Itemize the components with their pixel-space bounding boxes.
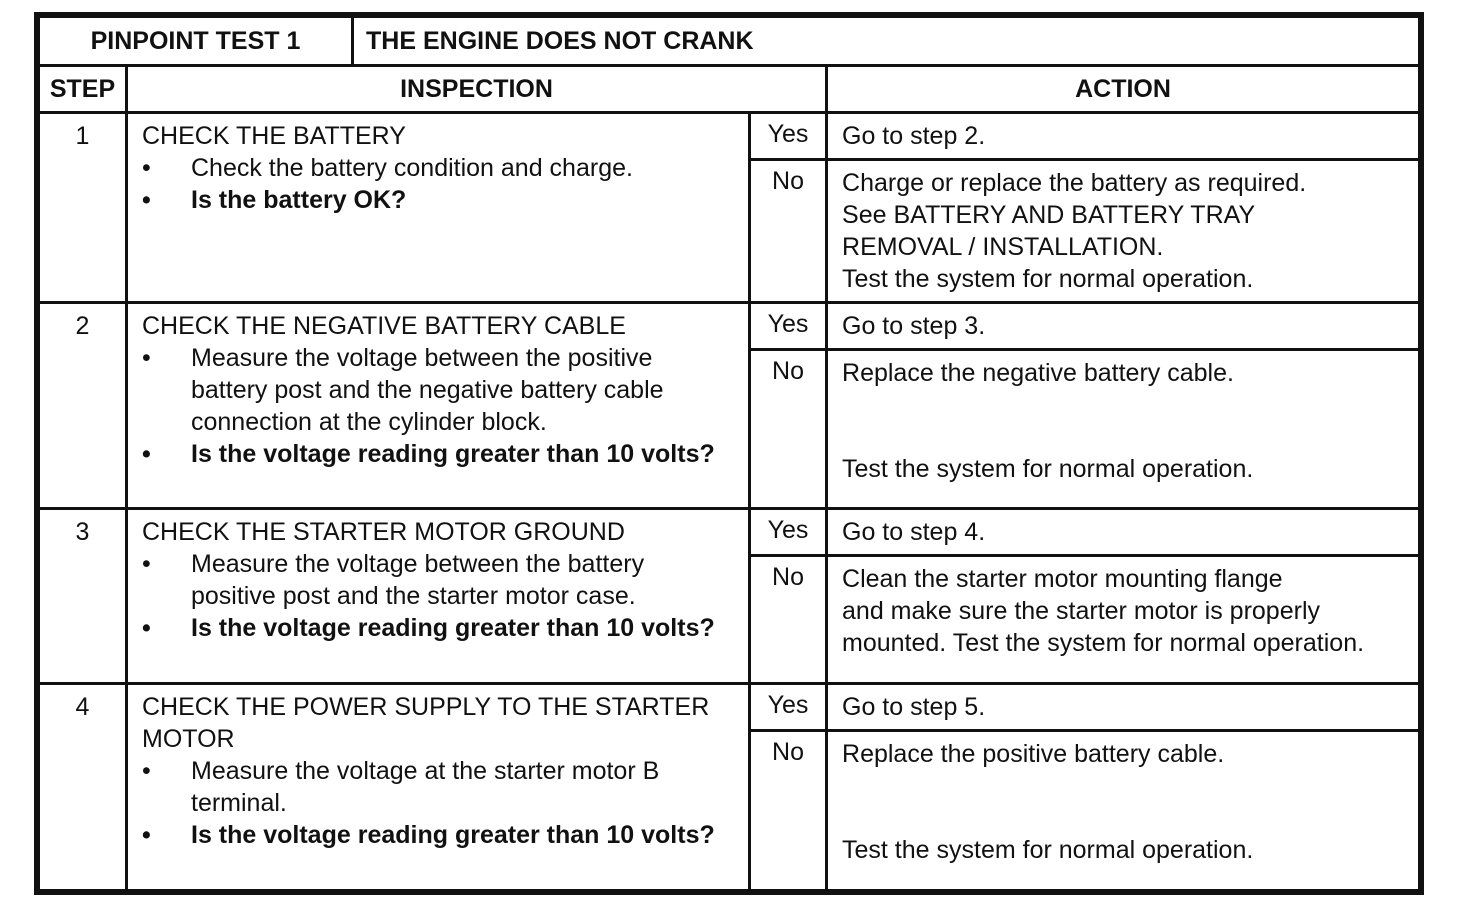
no-label: No — [750, 556, 827, 684]
yes-action: Go to step 2. — [827, 113, 1420, 160]
no-action-line: Clean the starter motor mounting flange — [842, 565, 1283, 593]
no-action — [827, 731, 1420, 891]
step-number: 3 — [39, 509, 127, 684]
inspection-heading: CHECK THE STARTER MOTOR GROUND — [142, 518, 625, 546]
step-row-3 — [39, 509, 1420, 556]
step-number: 1 — [39, 113, 127, 303]
inspection-bullet: • Check the battery condition and charge. — [142, 152, 734, 184]
yes-label: Yes — [750, 113, 827, 160]
inspection-bullets — [142, 152, 734, 216]
no-action-line: Test the system for normal operation. — [842, 265, 1254, 293]
no-action-line: Test the system for normal operation. — [842, 836, 1254, 864]
step-row-1 — [39, 113, 1420, 160]
step-row-4 — [39, 684, 1420, 731]
column-header-action: ACTION — [827, 66, 1420, 113]
column-header-step: STEP — [39, 66, 127, 113]
inspection-question: • Is the voltage reading greater than 10 volts? — [142, 438, 734, 470]
test-title: THE ENGINE DOES NOT CRANK — [353, 17, 1420, 66]
inspection-cell — [127, 684, 750, 891]
no-action-line: Test the system for normal operation. — [842, 455, 1254, 483]
inspection-bullets — [142, 548, 734, 644]
step-row-2 — [39, 303, 1420, 350]
inspection-question: • Is the voltage reading greater than 10 volts? — [142, 819, 734, 851]
title-row — [39, 17, 1420, 66]
diagnostic-table — [37, 15, 1421, 892]
yes-action: Go to step 5. — [827, 684, 1420, 731]
no-action-line: and make sure the starter motor is properly — [842, 597, 1320, 625]
yes-label: Yes — [750, 509, 827, 556]
inspection-bullet: • Measure the voltage at the starter motor B terminal. — [142, 755, 734, 819]
no-action-line: mounted. Test the system for normal operation. — [842, 629, 1365, 657]
inspection-cell — [127, 303, 750, 509]
inspection-heading: CHECK THE NEGATIVE BATTERY CABLE — [142, 312, 626, 340]
column-header-inspection: INSPECTION — [127, 66, 827, 113]
test-label: PINPOINT TEST 1 — [39, 17, 353, 66]
yes-action: Go to step 4. — [827, 509, 1420, 556]
no-action-line: Replace the negative battery cable. — [842, 359, 1234, 387]
inspection-question: • Is the battery OK? — [142, 184, 734, 216]
inspection-heading: CHECK THE BATTERY — [142, 122, 406, 150]
step-number: 4 — [39, 684, 127, 891]
no-action-line: REMOVAL / INSTALLATION. — [842, 233, 1164, 261]
no-action-line: Charge or replace the battery as required. — [842, 169, 1307, 197]
no-action-line: Replace the positive battery cable. — [842, 740, 1225, 768]
yes-label: Yes — [750, 303, 827, 350]
inspection-cell — [127, 113, 750, 303]
inspection-cell — [127, 509, 750, 684]
pinpoint-test-table — [34, 12, 1424, 895]
yes-action: Go to step 3. — [827, 303, 1420, 350]
no-label: No — [750, 160, 827, 303]
inspection-question: • Is the voltage reading greater than 10 volts? — [142, 612, 734, 644]
inspection-heading: CHECK THE POWER SUPPLY TO THE STARTER MOTOR — [142, 693, 710, 753]
inspection-bullet: • Measure the voltage between the positive battery post and the negative battery cable connection at the cylinder block. — [142, 342, 734, 438]
no-action — [827, 160, 1420, 303]
inspection-bullet: • Measure the voltage between the battery positive post and the starter motor case. — [142, 548, 734, 612]
inspection-bullets — [142, 755, 734, 851]
no-action — [827, 556, 1420, 684]
no-action — [827, 350, 1420, 509]
step-number: 2 — [39, 303, 127, 509]
no-action-line: See BATTERY AND BATTERY TRAY — [842, 201, 1256, 229]
no-label: No — [750, 350, 827, 509]
no-label: No — [750, 731, 827, 891]
yes-label: Yes — [750, 684, 827, 731]
inspection-bullets — [142, 342, 734, 470]
column-header-row — [39, 66, 1420, 113]
